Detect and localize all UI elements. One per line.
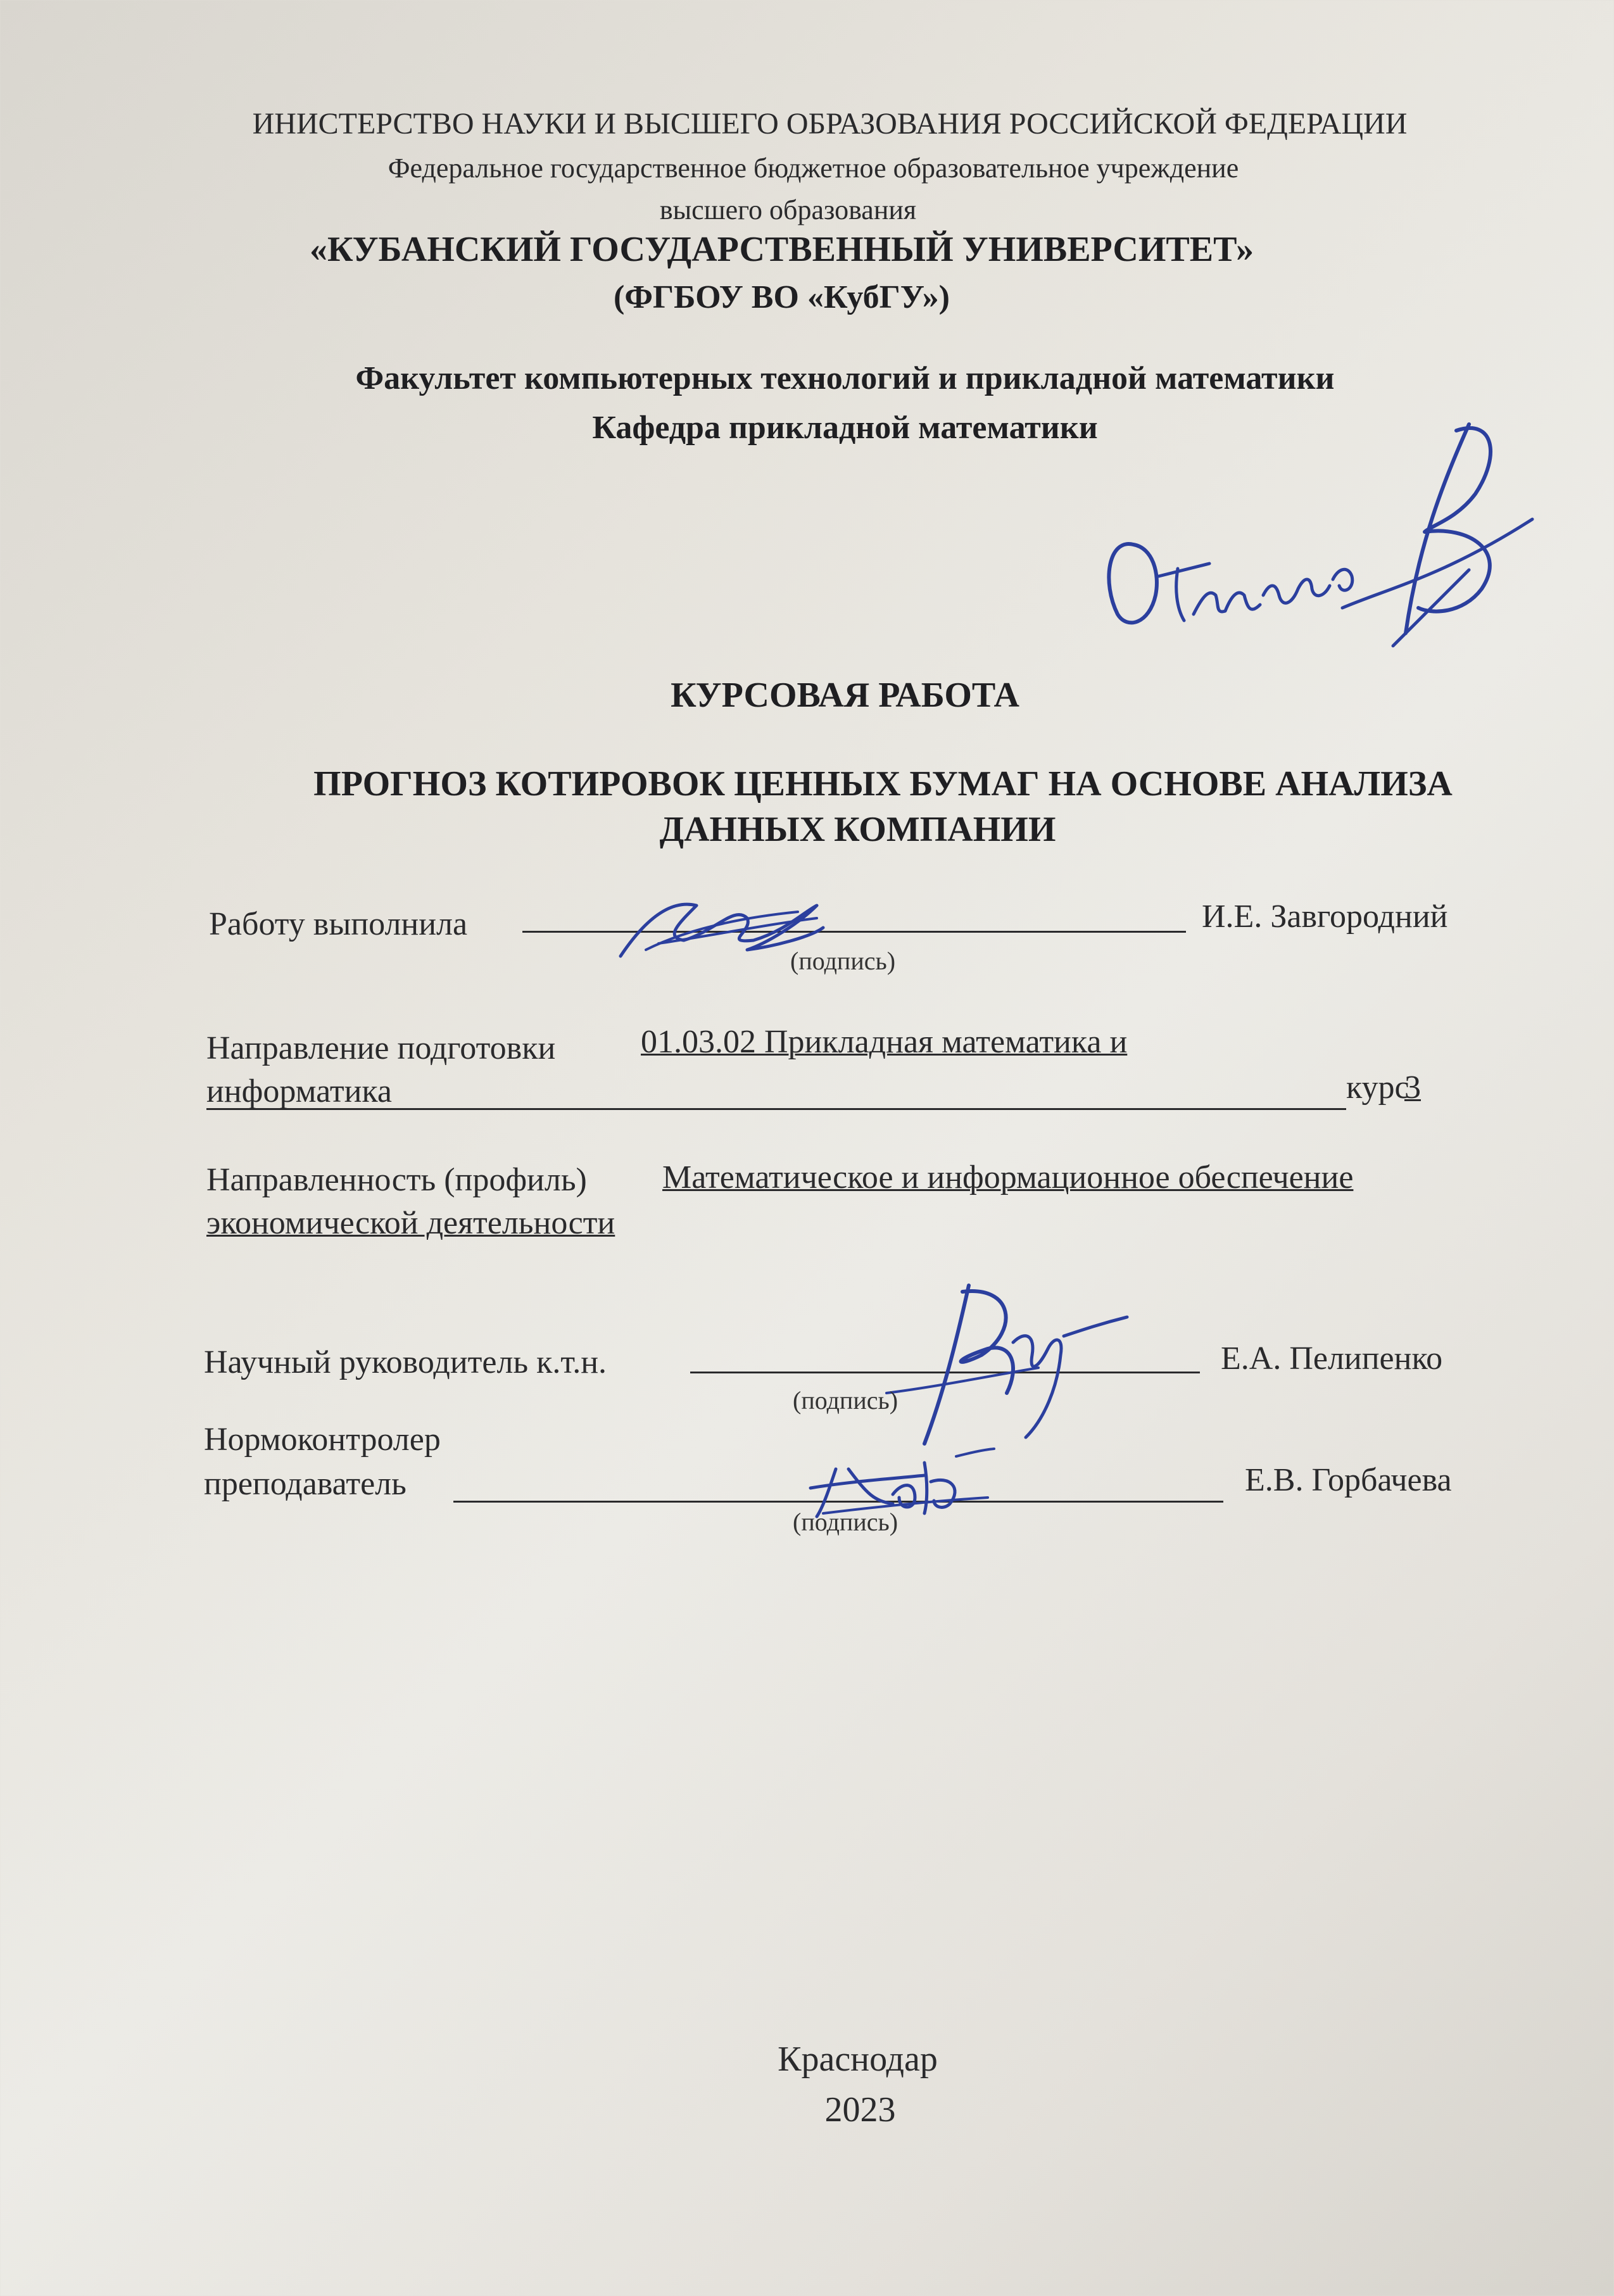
profile-label: Направленность (профиль) [206, 1162, 587, 1198]
department-name: Кафедра прикладной математики [592, 410, 1098, 446]
normcontrol-label-line2: преподаватель [204, 1466, 407, 1502]
normcontrol-name: Е.В. Горбачева [1245, 1462, 1452, 1498]
direction-value-line1: 01.03.02 Прикладная математика и [641, 1024, 1128, 1060]
work-title-line1: ПРОГНОЗ КОТИРОВОК ЦЕННЫХ БУМАГ НА ОСНОВЕ АНАЛИЗА [313, 764, 1453, 804]
direction-fill-line [206, 1108, 1346, 1110]
city: Краснодар [778, 2040, 938, 2079]
year: 2023 [824, 2090, 896, 2129]
course-label: курс [1346, 1069, 1409, 1106]
institution-type-line: Федеральное государственное бюджетное образовательное учреждение [388, 153, 1239, 184]
ministry-line: ИНИСТЕРСТВО НАУКИ И ВЫСШЕГО ОБРАЗОВАНИЯ РОССИЙСКОЙ ФЕДЕРАЦИИ [252, 107, 1408, 141]
direction-value-line2: информатика [206, 1073, 392, 1109]
grade-mark-handwriting [1089, 405, 1545, 671]
education-level-line: высшего образования [659, 194, 917, 225]
work-type-heading: КУРСОВАЯ РАБОТА [671, 676, 1019, 715]
author-signature-caption: (подпись) [790, 947, 896, 975]
author-name: И.Е. Завгородний [1202, 899, 1448, 935]
author-label: Работу выполнила [209, 906, 468, 942]
normcontrol-signature-caption: (подпись) [793, 1508, 898, 1536]
work-title-line2: ДАННЫХ КОМПАНИИ [659, 810, 1056, 849]
supervisor-signature [874, 1266, 1140, 1456]
supervisor-name: Е.А. Пелипенко [1221, 1340, 1443, 1377]
supervisor-signature-caption: (подпись) [793, 1386, 898, 1415]
normcontrol-label-line1: Нормоконтролер [204, 1422, 441, 1458]
university-name: «КУБАНСКИЙ ГОСУДАРСТВЕННЫЙ УНИВЕРСИТЕТ» [309, 230, 1254, 269]
direction-label: Направление подготовки [206, 1030, 556, 1066]
profile-value-line2: экономической деятельности [206, 1205, 615, 1241]
faculty-name: Факультет компьютерных технологий и прикладной математики [355, 360, 1335, 396]
course-value: 3 [1404, 1069, 1421, 1106]
university-abbreviation: (ФГБОУ ВО «КубГУ») [614, 279, 950, 315]
profile-value-line1: Математическое и информационное обеспечение [662, 1159, 1354, 1195]
supervisor-label: Научный руководитель к.т.н. [204, 1344, 607, 1380]
